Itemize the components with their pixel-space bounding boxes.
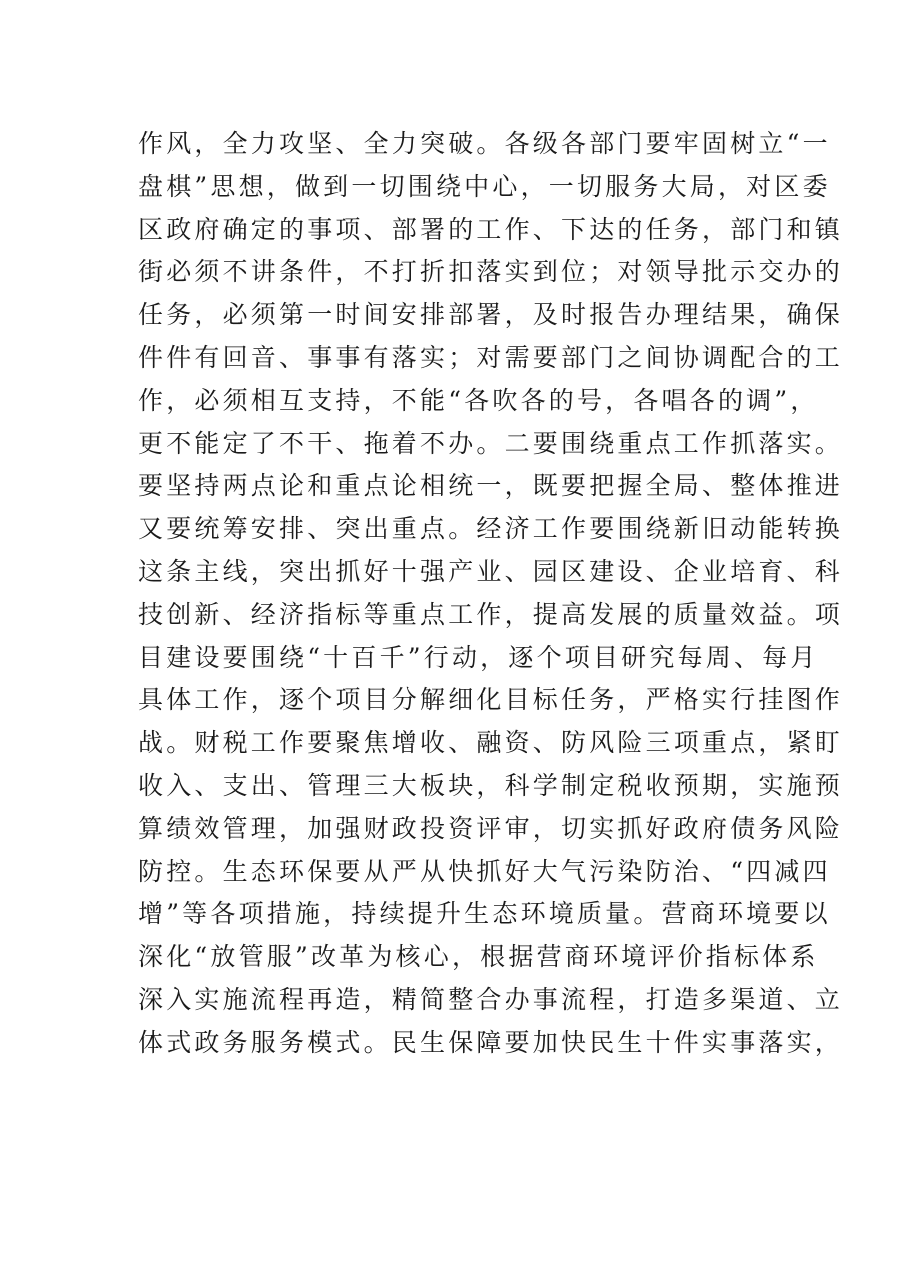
text-line: 算绩效管理，加强财政投资评审，切实抓好政府债务风险 bbox=[138, 813, 844, 843]
text-line: 更不能定了不干、拖着不办。二要围绕重点工作抓落实。 bbox=[138, 428, 844, 458]
text-line: 作，必须相互支持，不能“各吹各的号，各唱各的调”， bbox=[138, 385, 819, 415]
text-line: 要坚持两点论和重点论相统一，既要把握全局、整体推进 bbox=[138, 471, 844, 501]
text-line: 深入实施流程再造，精简整合办事流程，打造多渠道、立 bbox=[138, 984, 844, 1014]
text-line: 收入、支出、管理三大板块，科学制定税收预期，实施预 bbox=[138, 770, 844, 800]
text-line: 体式政务服务模式。民生保障要加快民生十件实事落实， bbox=[138, 1027, 844, 1057]
text-line: 件件有回音、事事有落实；对需要部门之间协调配合的工 bbox=[138, 342, 844, 372]
text-line: 深化“放管服”改革为核心，根据营商环境评价指标体系 bbox=[138, 942, 819, 972]
text-line: 街必须不讲条件，不打折扣落实到位；对领导批示交办的 bbox=[138, 257, 844, 287]
body-paragraph bbox=[138, 123, 844, 1065]
text-line: 具体工作，逐个项目分解细化目标任务，严格实行挂图作 bbox=[138, 685, 844, 715]
text-line: 作风，全力攻坚、全力突破。各级各部门要牢固树立“一 bbox=[138, 129, 831, 158]
text-line: 增”等各项措施，持续提升生态环境质量。营商环境要以 bbox=[138, 899, 831, 929]
text-line: 目建设要围绕“十百千”行动，逐个项目研究每周、每月 bbox=[138, 642, 819, 672]
text-line: 任务，必须第一时间安排部署，及时报告办理结果，确保 bbox=[138, 300, 844, 330]
text-line: 防控。生态环保要从严从快抓好大气污染防治、“四减四 bbox=[138, 856, 831, 886]
text-line: 又要统筹安排、突出重点。经济工作要围绕新旧动能转换 bbox=[138, 514, 844, 544]
text-line: 战。财税工作要聚焦增收、融资、防风险三项重点，紧盯 bbox=[138, 728, 844, 758]
text-line: 盘棋”思想，做到一切围绕中心，一切服务大局，对区委 bbox=[138, 171, 831, 201]
text-line: 技创新、经济指标等重点工作，提高发展的质量效益。项 bbox=[138, 599, 844, 629]
text-line: 区政府确定的事项、部署的工作、下达的任务，部门和镇 bbox=[138, 214, 844, 244]
text-line: 这条主线，突出抓好十强产业、园区建设、企业培育、科 bbox=[138, 556, 844, 586]
